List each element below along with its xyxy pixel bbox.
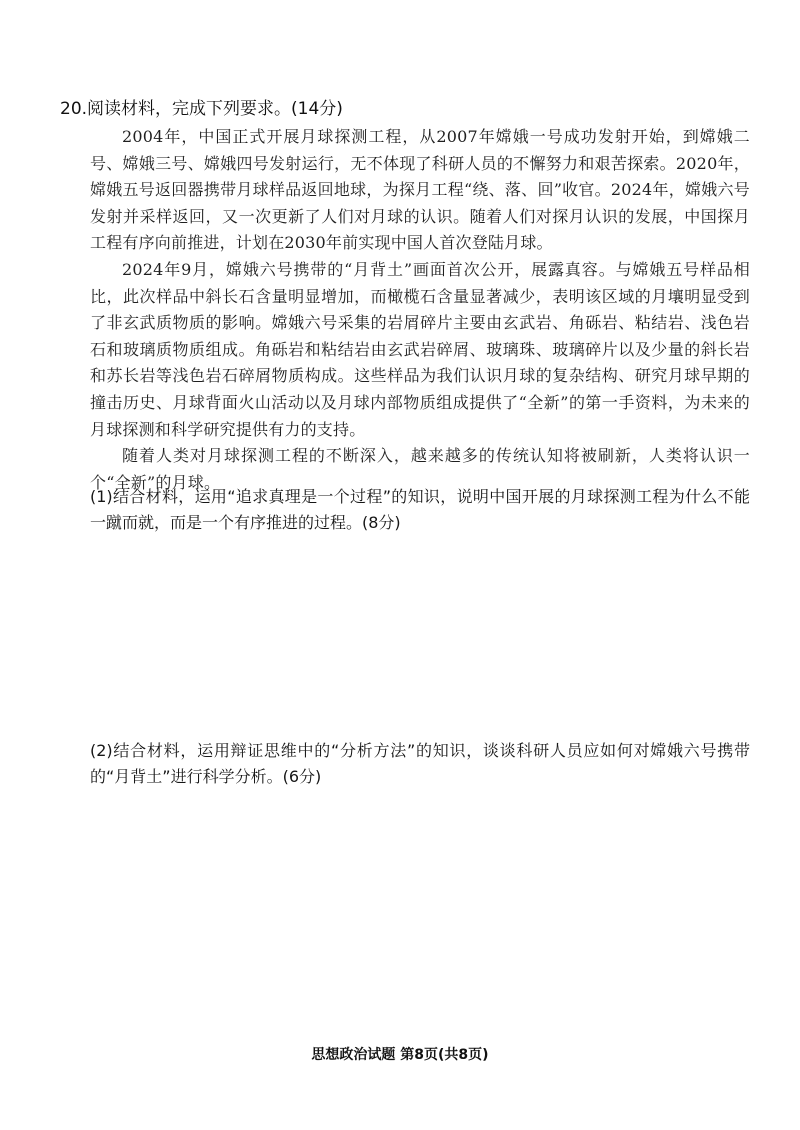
sub-question-2: (2)结合材料，运用辩证思维中的“分析方法”的知识，谈谈科研人员应如何对嫦娥六号携带的“月背土”进行科学分析。(6分) bbox=[90, 741, 750, 786]
reading-material bbox=[90, 124, 750, 496]
question-title: 20.阅读材料，完成下列要求。(14分) bbox=[60, 99, 343, 119]
material-paragraph-1: 2004年，中国正式开展月球探测工程，从2007年嫦娥一号成功发射开始，到嫦娥二号、嫦娥三号、嫦娥四号发射运行，无不体现了科研人员的不懈努力和艰苦探索。2020年，嫦娥五号返回器携带月球样品返回地球，为探月工程“绕、落、回”收官。2024年，嫦娥六号发射并采样返回，又一次更新了人们对月球的认识。随着人们对探月认识的发展，中国探月工程有序向前推进，计划在2030年前实现中国人首次登陆月球。 bbox=[90, 127, 750, 253]
material-paragraph-2: 2024年9月，嫦娥六号携带的“月背土”画面首次公开，展露真容。与嫦娥五号样品相比，此次样品中斜长石含量明显增加，而橄榄石含量显著减少，表明该区域的月壤明显受到了非玄武质物质的影响。嫦娥六号采集的岩屑碎片主要由玄武岩、角砾岩、粘结岩、浅色岩石和玻璃质物质组成。角砾岩和粘结岩由玄武岩碎屑、玻璃珠、玻璃碎片以及少量的斜长岩和苏长岩等浅色岩石碎屑物质构成。这些样品为我们认识月球的复杂结构、研究月球早期的撞击历史、月球背面火山活动以及月球内部物质组成提供了“全新”的第一手资料，为未来的月球探测和科学研究提供有力的支持。 bbox=[90, 259, 750, 439]
material-paragraph-3: 随着人类对月球探测工程的不断深入，越来越多的传统认知将被刷新，人类将认识一个“全新”的月球。 bbox=[90, 446, 750, 492]
page-footer: 思想政治试题 第8页(共8页) bbox=[311, 1047, 489, 1063]
sub-question-1: (1)结合材料，运用“追求真理是一个过程”的知识，说明中国开展的月球探测工程为什么不能一蹴而就，而是一个有序推进的过程。(8分) bbox=[90, 487, 750, 532]
